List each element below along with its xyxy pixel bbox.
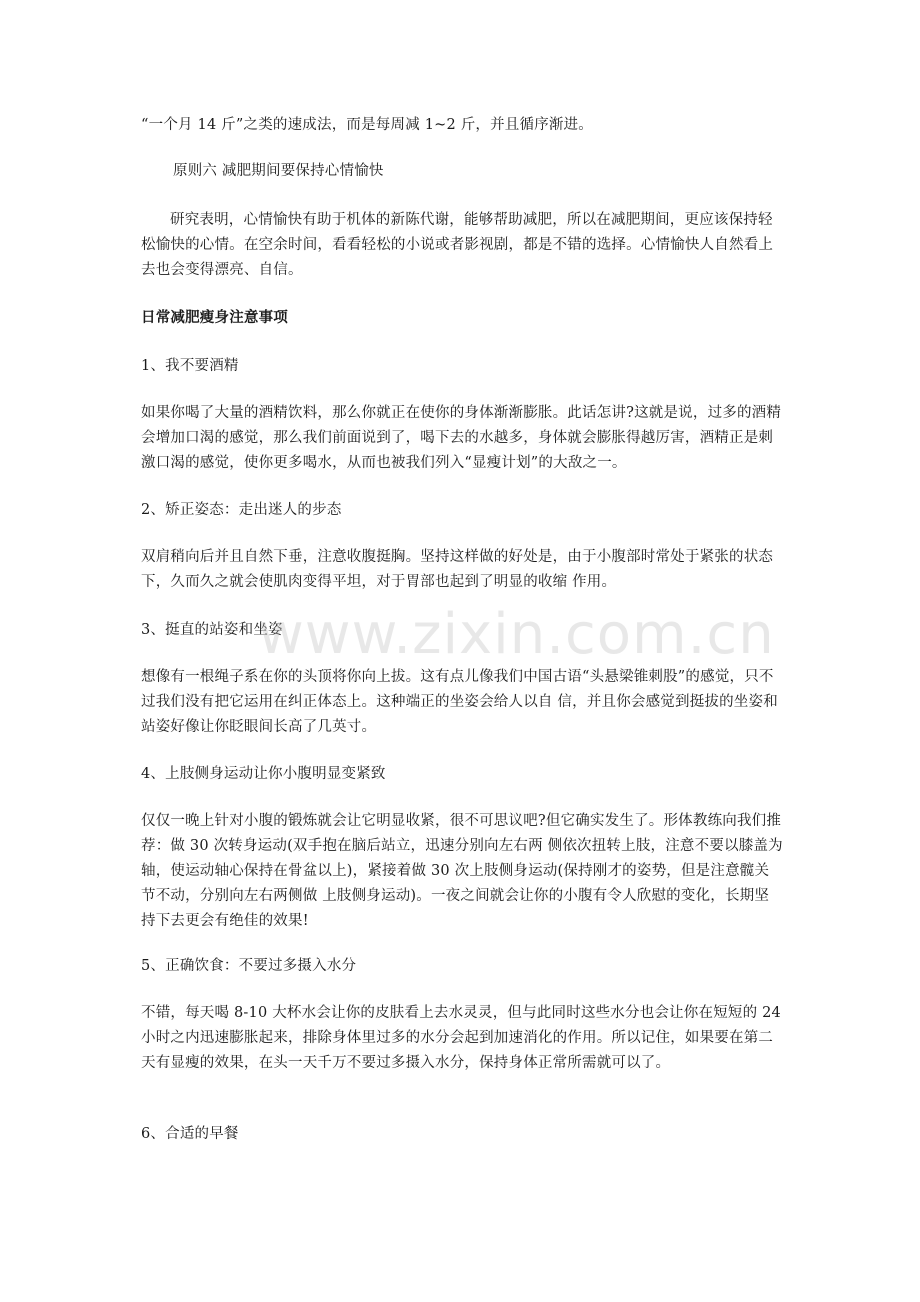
item-1-body: 如果你喝了大量的酒精饮料，那么你就正在使你的身体渐渐膨胀。此话怎讲?这就是说，过多的酒精会增加口渴的感觉，那么我们前面说到了，喝下去的水越多，身体就会膨胀得越厉害，酒精正是刺激口渴的感觉，使你更多喝水，从而也被我们列入“显瘦计划”的大敌之一。 [141,405,782,471]
item-5-title: 5、正确饮食：不要过多摄入水分 [141,958,357,974]
watermark-text: www.zixin.com.cn [258,602,775,667]
item-3-title: 3、挺直的站姿和坐姿 [141,622,283,638]
item-5-body: 不错，每天喝 8-10 大杯水会让你的皮肤看上去水灵灵，但与此同时这些水分也会让你在短短的 24 小时之内迅速膨胀起来，排除身体里过多的水分会起到加速消化的作用。所以记住，如果要在第二天有显瘦的效果，在头一天千万不要过多摄入水分，保持身体正常所需就可以了。 [141,1005,781,1071]
item-4-title: 4、上肢侧身运动让你小腹明显变紧致 [141,766,386,782]
item-2-body: 双肩稍向后并且自然下垂，注意收腹挺胸。坚持这样做的好处是，由于小腹部时常处于紧张的状态下，久而久之就会使肌肉变得平坦，对于胃部也起到了明显的收缩 作用。 [141,549,774,590]
item-1-title: 1、我不要酒精 [141,358,239,374]
item-2-title: 2、矫正姿态：走出迷人的步态 [141,502,342,518]
item-4-body: 仅仅一晚上针对小腹的锻炼就会让它明显收紧，很不可思议吧?但它确实发生了。形体教练向我们推荐：做 30 次转身运动(双手抱在脑后站立，迅速分别向左右两 侧依次扭转上肢，注意不要以膝盖为轴，使运动轴心保持在骨盆以上)，紧接着做 30 次上肢侧身运动(保持刚才的姿势，但是注意髋关节不动，分别向左右两侧做 上肢侧身运动)。一夜之间就会让你的小腹有令人欣慰的变化，长期坚持下去更会有绝佳的效果! [141,813,783,929]
item-3-body: 想像有一根绳子系在你的头顶将你向上拔。这有点儿像我们中国古语“头悬梁锥刺股”的感觉，只不过我们没有把它运用在纠正体态上。这种端正的坐姿会给人以自 信，并且你会感觉到挺拔的坐姿和站姿好像让你眨眼间长高了几英寸。 [141,669,778,735]
principle-six-body: 研究表明，心情愉快有助于机体的新陈代谢，能够帮助减肥，所以在减肥期间，更应该保持轻松愉快的心情。在空余时间，看看轻松的小说或者影视剧，都是不错的选择。心情愉快人自然看上去也会变得漂亮、自信。 [141,212,774,278]
item-6-title: 6、合适的早餐 [141,1126,239,1142]
section-heading: 日常减肥瘦身注意事项 [141,310,288,326]
paragraph-continuation: “一个月 14 斤”之类的速成法，而是每周减 1~2 斤，并且循序渐进。 [141,117,594,133]
principle-six-title: 原则六 减肥期间要保持心情愉快 [173,163,384,179]
